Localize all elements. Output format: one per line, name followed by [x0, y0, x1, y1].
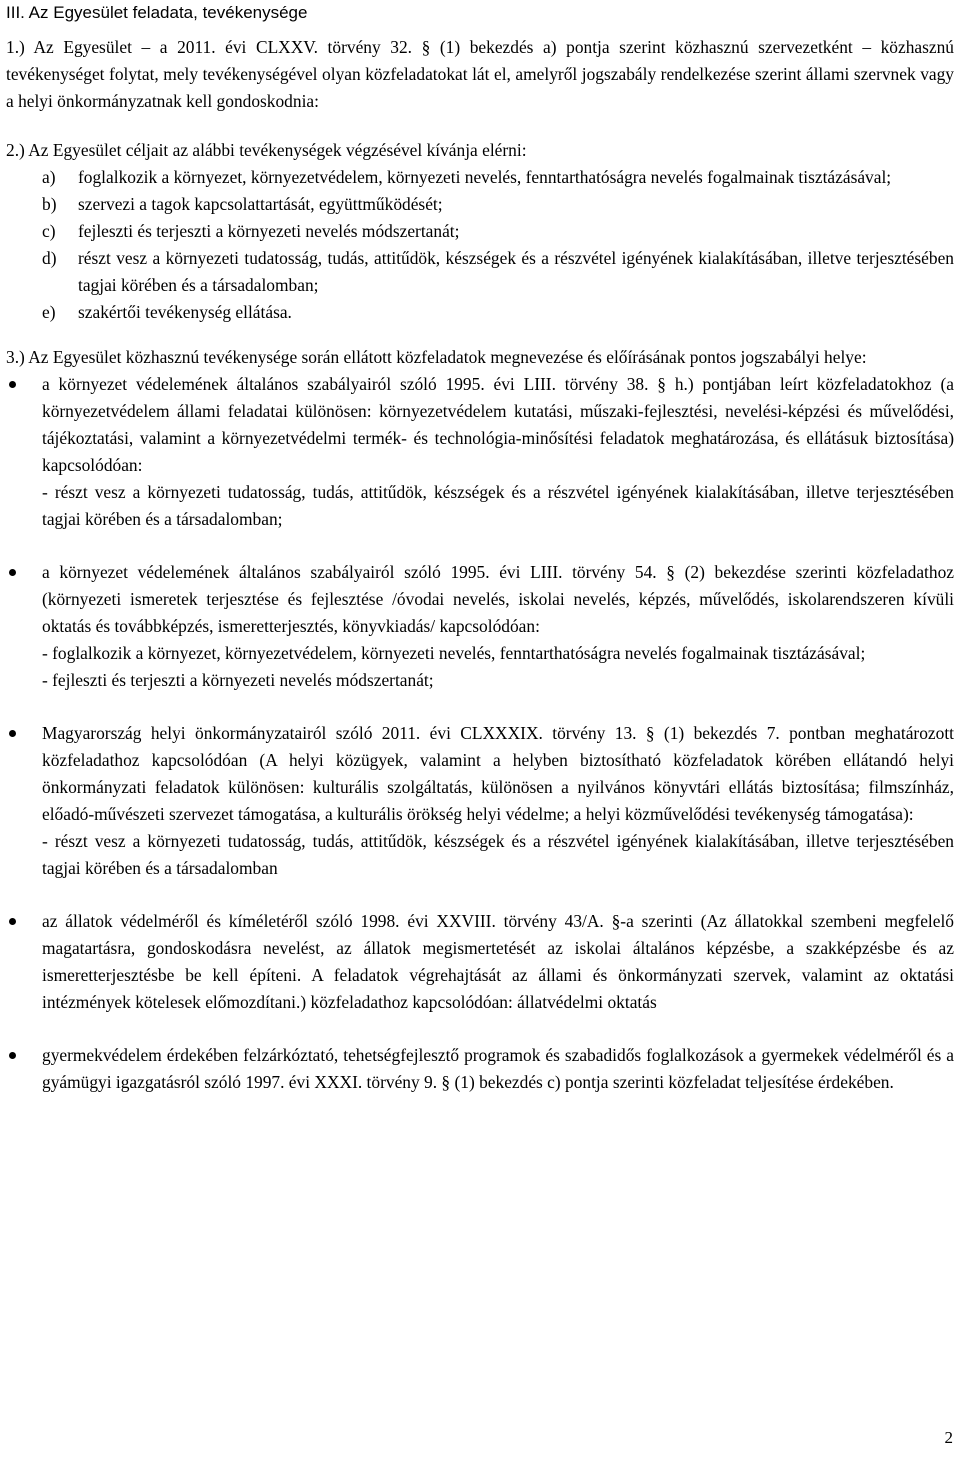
list-item-text: fejleszti és terjeszti a környezeti nevelés módszertanát; [78, 221, 460, 241]
list-item-label: e) [42, 302, 56, 322]
bullet-sub-text: - foglalkozik a környezet, környezetvédelem, környezeti nevelés, fenntarthatóságra nevelés fogalmainak tisztázásával; [42, 643, 866, 663]
bullet-item [6, 720, 954, 882]
bullet-main-text: a környezet védelemének általános szabályairól szóló 1995. évi LIII. törvény 54. § (2) bekezdése szerinti közfeladathoz (környezeti ismeretek terjesztése és fejlesztése /óvodai nevelés, iskolai nevelés, képzés, művelődés, iskolarendszeren kívüli oktatás és továbbképzés, ismeretterjesztés, könyvkiadás/ kapcsolódóan: [42, 562, 954, 636]
bullet-sub-text: - részt vesz a környezeti tudatosság, tudás, attitűdök, készségek és a részvétel igényének kialakításában, illetve terjesztésében tagjai körében és a társadalomban; [42, 482, 954, 529]
section-heading: III. Az Egyesület feladata, tevékenysége [6, 3, 308, 22]
list-item-text: szervezi a tagok kapcsolattartását, együttműködését; [78, 194, 443, 214]
document-page [6, 0, 954, 1096]
bullet-icon [6, 1042, 42, 1096]
list-item-label: b) [42, 194, 57, 214]
list-item-label: c) [42, 221, 56, 241]
paragraph-3: 3.) Az Egyesület közhasznú tevékenysége során ellátott közfeladatok megnevezése és előírásának pontos jogszabályi helye: [6, 347, 867, 367]
page-number: 2 [944, 1428, 953, 1447]
bullet-sub-text: - fejleszti és terjeszti a környezeti nevelés módszertanát; [42, 670, 434, 690]
bullet-icon [6, 371, 42, 533]
list-item [42, 191, 954, 218]
bullet-item [6, 908, 954, 1016]
bullet-main-text: Magyarország helyi önkormányzatairól szóló 2011. évi CLXXXIX. törvény 13. § (1) bekezdés 7. pontban meghatározott közfeladathoz kapcsolódóan (A helyi közügyek, valamint a helyben biztosítható közfeladatok körében ellátandó helyi önkormányzati feladatok különösen: kulturális szolgáltatás, különösen a nyilvános könyvtári ellátás biztosítása; filmszínház, előadó-művészeti szervezet támogatása, a kulturális örökség helyi védelme; a helyi közművelődési tevékenység támogatása): [42, 723, 954, 824]
goals-list [6, 164, 954, 326]
list-item [42, 164, 954, 191]
bullet-item [6, 1042, 954, 1096]
list-item [42, 218, 954, 245]
bullet-sub-text: - részt vesz a környezeti tudatosság, tudás, attitűdök, készségek és a részvétel igényének kialakításában, illetve terjesztésében tagjai körében és a társadalomban [42, 831, 954, 878]
bullet-icon [6, 559, 42, 694]
list-item-text: szakértői tevékenység ellátása. [78, 302, 292, 322]
bullet-main-text: gyermekvédelem érdekében felzárkóztató, tehetségfejlesztő programok és szabadidős foglalkozások a gyermekek védelméről és a gyámügyi igazgatásról szóló 1997. évi XXXI. törvény 9. § (1) bekezdés c) pontja szerinti közfeladat teljesítése érdekében. [42, 1045, 954, 1092]
list-item-label: d) [42, 248, 57, 268]
bullet-item [6, 371, 954, 533]
bullet-icon [6, 908, 42, 1016]
list-item-text: foglalkozik a környezet, környezetvédelem, környezeti nevelés, fenntarthatóságra nevelés fogalmainak tisztázásával; [78, 167, 892, 187]
bullet-item [6, 559, 954, 694]
list-item [42, 245, 954, 299]
list-item-label: a) [42, 167, 56, 187]
paragraph-2-intro: 2.) Az Egyesület céljait az alábbi tevékenységek végzésével kívánja elérni: [6, 140, 527, 160]
bullet-main-text: az állatok védelméről és kíméletéről szóló 1998. évi XXVIII. törvény 43/A. §-a szerinti (Az állatokkal szembeni megfelelő magatartásra, gondoskodásra nevelést, az állatok megismertetését az iskolai általános képzésbe, a szakképzésbe és az ismeretterjesztésbe be kell építeni. A feladatok végrehajtását az állami és önkormányzati szervek, valamint az oktatási intézmények kötelesek előmozdítani.) közfeladathoz kapcsolódóan: állatvédelmi oktatás [42, 911, 954, 1012]
bullet-main-text: a környezet védelemének általános szabályairól szóló 1995. évi LIII. törvény 38. § h.) pontjában leírt közfeladatokhoz (a környezetvédelem állami feladatai különösen: környezetvédelem kutatási, műszaki-fejlesztési, nevelési-képzési és művelődési, tájékoztatási, valamint a környezetvédelmi termék- és technológia-minősítési feladatok meghatározása, és ellátásuk biztosítása) kapcsolódóan: [42, 374, 954, 475]
bullet-icon [6, 720, 42, 882]
list-item-text: részt vesz a környezeti tudatosság, tudás, attitűdök, készségek és a részvétel igényének kialakításában, illetve terjesztésében tagjai körében és a társadalomban; [78, 248, 954, 295]
paragraph-1: 1.) Az Egyesület – a 2011. évi CLXXV. törvény 32. § (1) bekezdés a) pontja szerint közhasznú szervezetként – közhasznú tevékenységet folytat, mely tevékenységével olyan közfeladatokat lát el, amelyről jogszabály rendelkezése szerint állami szervnek vagy a helyi önkormányzatnak kell gondoskodnia: [6, 37, 954, 111]
list-item [42, 299, 954, 326]
